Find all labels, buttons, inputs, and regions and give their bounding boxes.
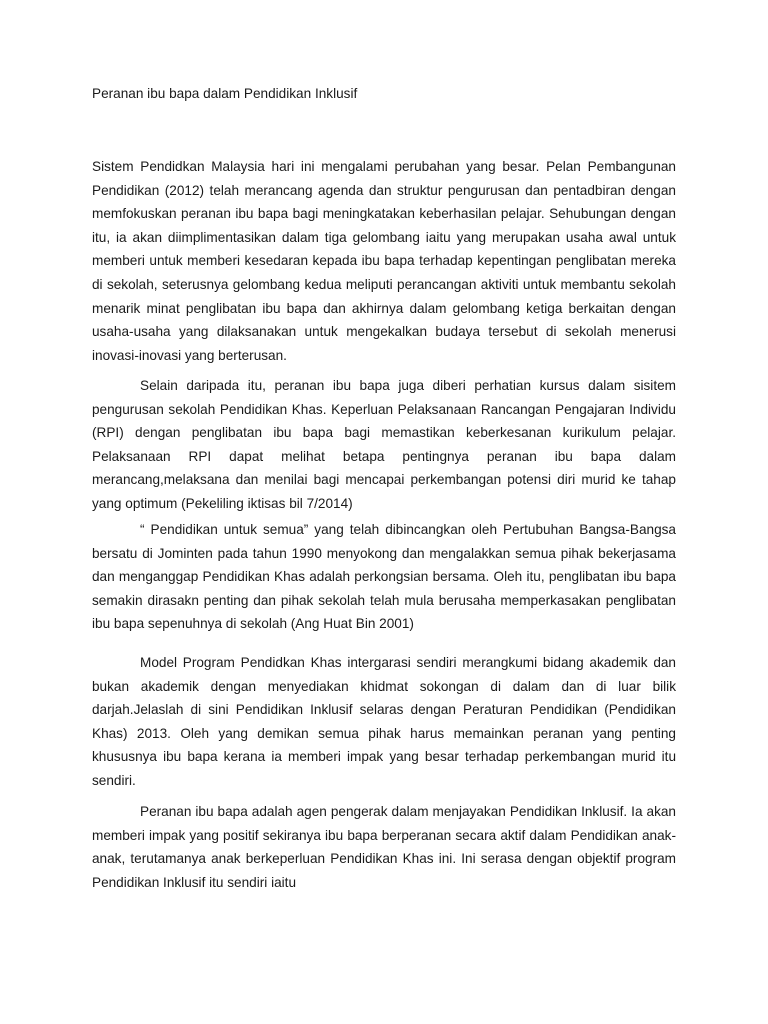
- paragraph-5: Peranan ibu bapa adalah agen pengerak dalam menjayakan Pendidikan Inklusif. Ia akan memberi impak yang positif sekiranya ibu bapa berperanan secara aktif dalam Pendidikan anak-anak, terutamanya anak berkeperluan Pendidikan Khas ini. Ini serasa dengan objektif program Pendidikan Inklusif itu sendiri iaitu: [92, 804, 676, 890]
- document-title: Peranan ibu bapa dalam Pendidikan Inklusif: [92, 86, 358, 101]
- paragraph-1: Sistem Pendidkan Malaysia hari ini mengalami perubahan yang besar. Pelan Pembangunan Pendidikan (2012) telah merancang agenda dan struktur pengurusan dan pentadbiran dengan memfokuskan peranan ibu bapa bagi meningkatakan keberhasilan pelajar. Sehubungan dengan itu, ia akan diimplimentasikan dalam tiga gelombang iaitu yang merupakan usaha awal untuk memberi untuk memberi kesedaran kepada ibu bapa terhadap kepentingan penglibatan mereka di sekolah, seterusnya gelombang kedua meliputi perancangan aktiviti untuk membantu sekolah menarik minat penglibatan ibu bapa dan akhirnya dalam gelombang ketiga berkaitan dengan usaha-usaha yang dilaksanakan untuk mengekalkan budaya tersebut di sekolah menerusi inovasi-inovasi yang berterusan.: [92, 159, 676, 363]
- paragraph-2: Selain daripada itu, peranan ibu bapa juga diberi perhatian kursus dalam sisitem pengurusan sekolah Pendidikan Khas. Keperluan Pelaksanaan Rancangan Pengajaran Individu (RPI) dengan penglibatan ibu bapa bagi memastikan keberkesanan kurikulum pelajar. Pelaksanaan RPI dapat melihat betapa pentingnya peranan ibu bapa dalam merancang,melaksana dan menilai bagi mencapai perkembangan potensi diri murid ke tahap yang optimum (Pekeliling iktisas bil 7/2014): [92, 378, 676, 511]
- paragraph-3: “ Pendidikan untuk semua” yang telah dibincangkan oleh Pertubuhan Bangsa-Bangsa bersatu di Jominten pada tahun 1990 menyokong dan mengalakkan semua pihak bekerjasama dan menganggap Pendidikan Khas adalah perkongsian bersama. Oleh itu, penglibatan ibu bapa semakin dirasakn penting dan pihak sekolah telah mula berusaha memperkasakan penglibatan ibu bapa sepenuhnya di sekolah (Ang Huat Bin 2001): [92, 522, 676, 632]
- paragraph-4: Model Program Pendidkan Khas intergarasi sendiri merangkumi bidang akademik dan bukan akademik dengan menyediakan khidmat sokongan di dalam dan di luar bilik darjah.Jelaslah di sini Pendidikan Inklusif selaras dengan Peraturan Pendidikan (Pendidikan Khas) 2013. Oleh yang demikan semua pihak harus memainkan peranan yang penting khususnya ibu bapa kerana ia memberi impak yang besar terhadap perkembangan murid itu sendiri.: [92, 655, 676, 788]
